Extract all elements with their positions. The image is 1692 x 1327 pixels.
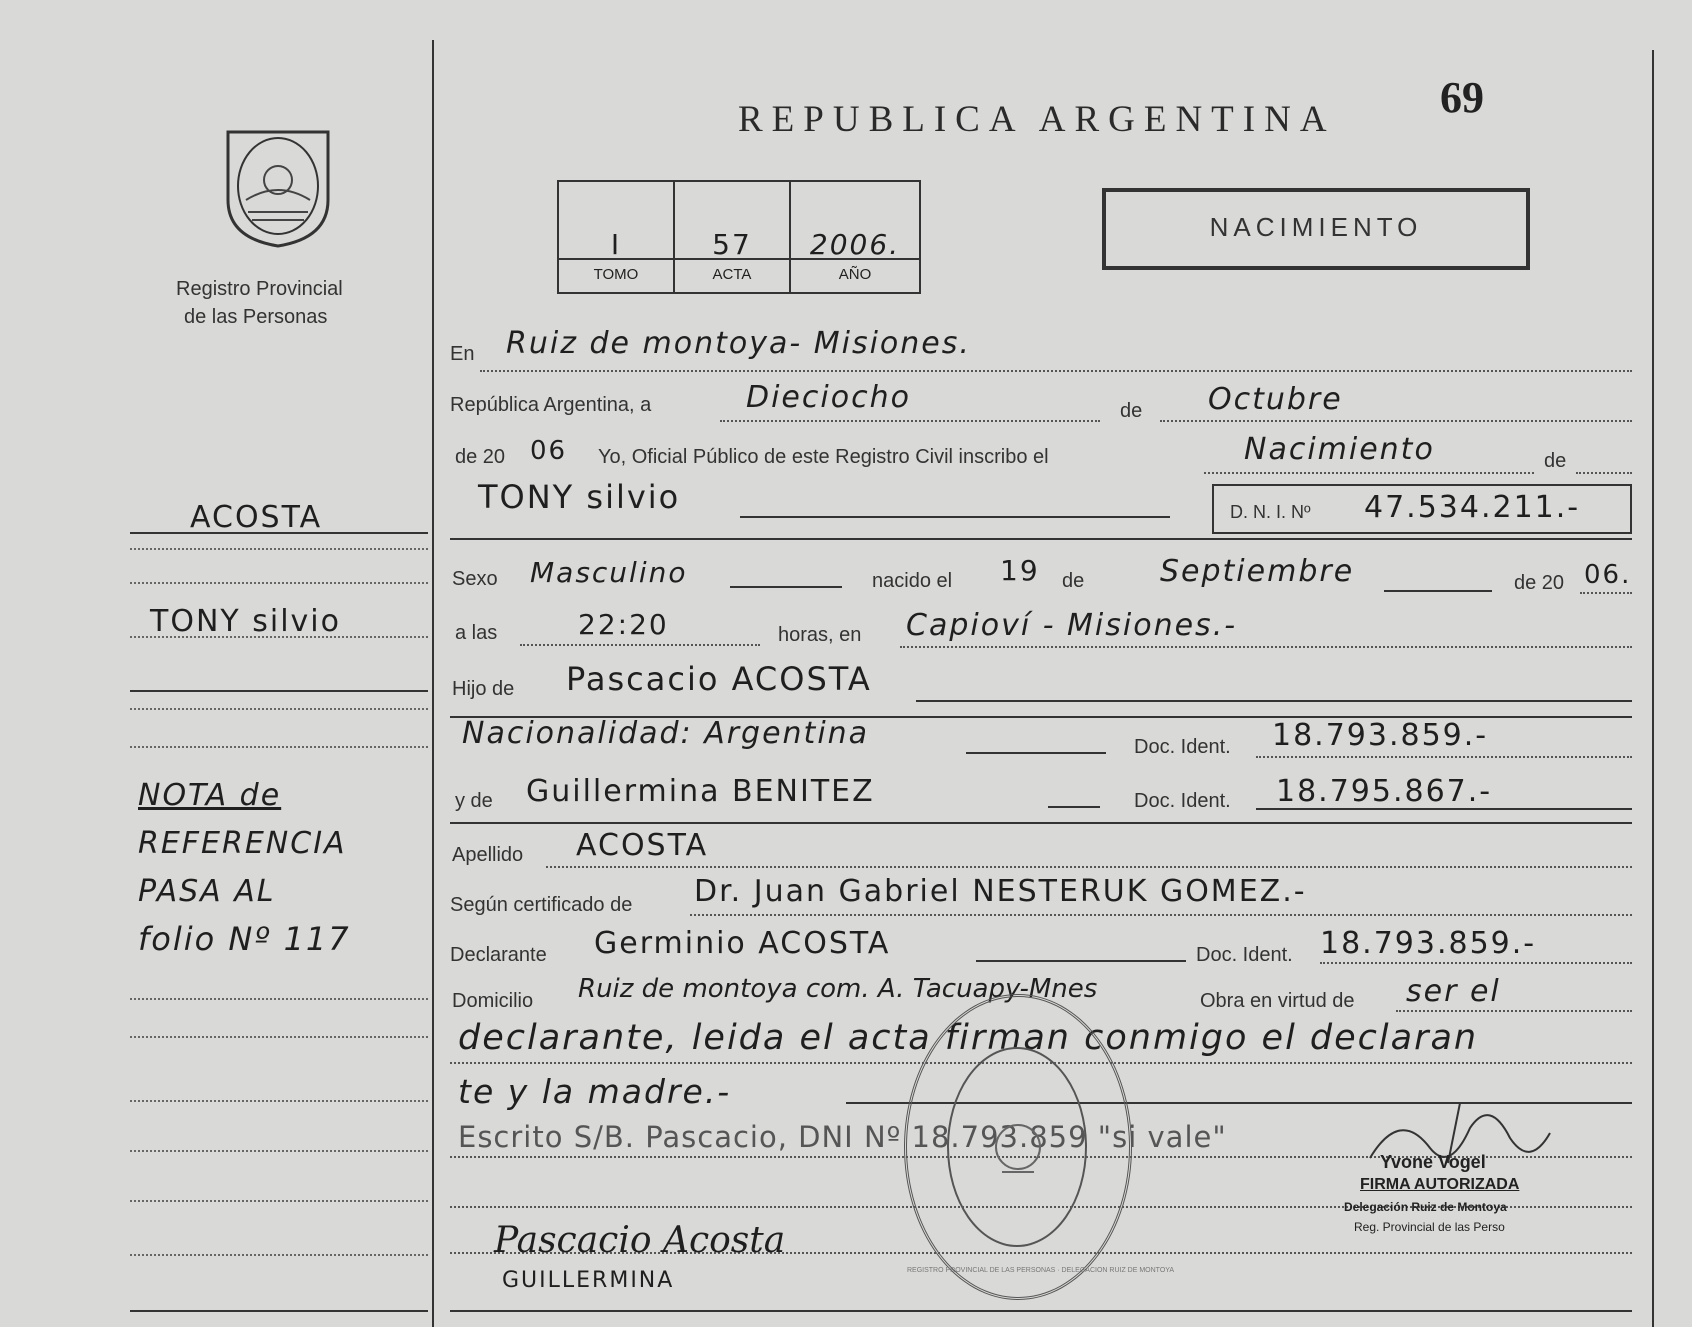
- acta-value: 57: [712, 228, 752, 261]
- tomo-value: I: [610, 228, 622, 261]
- stamp-text: REGISTRO PROVINCIAL DE LAS PERSONAS · DELEGACION RUIZ DE MONTOYA: [907, 1267, 1175, 1274]
- obra-value: ser el: [1406, 974, 1501, 1009]
- dni-value: 47.534.211.-: [1364, 490, 1581, 525]
- label-hijo: Hijo de: [452, 678, 515, 700]
- father-name: Pascacio ACOSTA: [566, 660, 872, 698]
- label-obra: Obra en virtud de: [1200, 990, 1355, 1012]
- label-yo: Yo, Oficial Público de este Registro Civil inscribo el: [598, 446, 1049, 468]
- left-note-line: NOTA de: [138, 778, 282, 813]
- left-rule: [130, 1310, 428, 1312]
- label-de-2: de: [1544, 450, 1567, 472]
- left-note-line: REFERENCIA: [138, 826, 347, 861]
- tomo-label: TOMO: [593, 266, 639, 283]
- official-office-1: Delegación Ruiz de Montoya: [1344, 1200, 1507, 1214]
- left-rule: [130, 1254, 428, 1256]
- acta-label: ACTA: [712, 266, 752, 283]
- text-line-2: declarante, leida el acta firman conmigo el declaran: [458, 1018, 1479, 1058]
- label-apellido: Apellido: [452, 844, 524, 866]
- left-note-line: PASA AL: [138, 874, 276, 909]
- label-doc-father: Doc. Ident.: [1134, 736, 1231, 758]
- birth-year: 06.: [1584, 560, 1632, 590]
- month-value: Octubre: [1208, 382, 1343, 417]
- domicilio-value: Ruiz de montoya com. A. Tacuapy-Mnes: [578, 974, 1098, 1004]
- anio-value: 2006.: [809, 228, 901, 261]
- left-surname: ACOSTA: [190, 500, 323, 535]
- label-republica: República Argentina, a: [450, 394, 652, 416]
- label-alas: a las: [455, 622, 498, 644]
- dni-box: [1212, 484, 1632, 534]
- label-doc-declarante: Doc. Ident.: [1196, 944, 1293, 966]
- left-rule: [130, 746, 428, 748]
- text-line-3: te y la madre.-: [458, 1072, 732, 1111]
- anio-label: AÑO: [838, 266, 872, 283]
- page-number: 69: [1440, 73, 1484, 122]
- left-rule: [130, 998, 428, 1000]
- mother-signature: GUILLERMINA: [502, 1268, 675, 1293]
- left-rule: [130, 1036, 428, 1038]
- registry-table: [557, 180, 921, 294]
- provincial-seal: [218, 120, 338, 248]
- label-de-3: de: [1062, 570, 1085, 592]
- event-value: Nacimiento: [1244, 432, 1435, 467]
- child-name: TONY silvio: [478, 478, 681, 516]
- certificate-type-label: NACIMIENTO: [1209, 212, 1423, 242]
- anio-cell: [791, 182, 919, 292]
- birth-day: 19: [1000, 554, 1040, 587]
- text-line-4: Escrito S/B. Pascacio, DNI Nº 18.793.859 "si vale": [458, 1120, 1227, 1154]
- year-suffix: 06: [530, 436, 568, 466]
- left-note-line: folio Nº 117: [138, 920, 351, 958]
- sexo-value: Masculino: [530, 556, 688, 589]
- place-value: Ruiz de montoya- Misiones.: [506, 326, 971, 361]
- left-rule: [130, 636, 428, 638]
- label-segun: Según certificado de: [450, 894, 633, 916]
- left-rule: [130, 1150, 428, 1152]
- left-rule: [130, 708, 428, 710]
- org-name-line1: Registro Provincial: [176, 278, 343, 300]
- certificate-type-box: [1102, 188, 1530, 270]
- org-name-line2: de las Personas: [184, 306, 328, 328]
- label-yde: y de: [455, 790, 493, 812]
- declarante-name: Germinio ACOSTA: [594, 926, 891, 961]
- right-border: [1652, 50, 1654, 1327]
- label-doc-mother: Doc. Ident.: [1134, 790, 1231, 812]
- birth-place: Capioví - Misiones.-: [906, 608, 1238, 643]
- declarante-doc: 18.793.859.-: [1320, 926, 1537, 961]
- label-horas: horas, en: [778, 624, 862, 646]
- left-rule: [130, 690, 428, 692]
- day-words: Dieciocho: [746, 380, 911, 415]
- official-title: FIRMA AUTORIZADA: [1360, 1176, 1520, 1193]
- left-rule: [130, 1100, 428, 1102]
- official-name: Yvone Vogel: [1380, 1152, 1486, 1172]
- official-stamp: [904, 994, 1175, 1300]
- label-domicilio: Domicilio: [452, 990, 534, 1012]
- birth-month: Septiembre: [1160, 554, 1355, 589]
- tomo-cell: [559, 182, 675, 292]
- dni-label: D. N. I. Nº: [1230, 502, 1311, 522]
- apellido-value: ACOSTA: [576, 828, 709, 863]
- country-title: REPUBLICA ARGENTINA: [738, 99, 1336, 140]
- doctor-name: Dr. Juan Gabriel NESTERUK GOMEZ.-: [694, 874, 1307, 909]
- label-declarante: Declarante: [450, 944, 547, 966]
- label-year-prefix: de 20: [455, 446, 506, 468]
- birth-time: 22:20: [578, 608, 669, 641]
- acta-cell: [675, 182, 791, 292]
- left-rule: [130, 548, 428, 550]
- label-sexo: Sexo: [452, 568, 498, 590]
- father-signature: Pascacio Acosta: [494, 1220, 786, 1261]
- left-rule: [130, 1200, 428, 1202]
- label-en: En: [450, 343, 475, 365]
- father-doc: 18.793.859.-: [1272, 718, 1489, 753]
- label-de20: de 20: [1514, 572, 1565, 594]
- label-nacido: nacido el: [872, 570, 953, 592]
- mother-doc: 18.795.867.-: [1276, 774, 1493, 809]
- official-office-2: Reg. Provincial de las Perso: [1354, 1220, 1505, 1234]
- left-given-names: TONY silvio: [150, 604, 341, 639]
- left-rule: [130, 582, 428, 584]
- label-de: de: [1120, 400, 1143, 422]
- left-column-divider: [432, 40, 434, 1327]
- left-rule: [130, 532, 428, 534]
- official-signature-block: [1340, 1148, 1610, 1258]
- father-nationality: Nacionalidad: Argentina: [462, 716, 870, 751]
- mother-name: Guillermina BENITEZ: [526, 774, 875, 809]
